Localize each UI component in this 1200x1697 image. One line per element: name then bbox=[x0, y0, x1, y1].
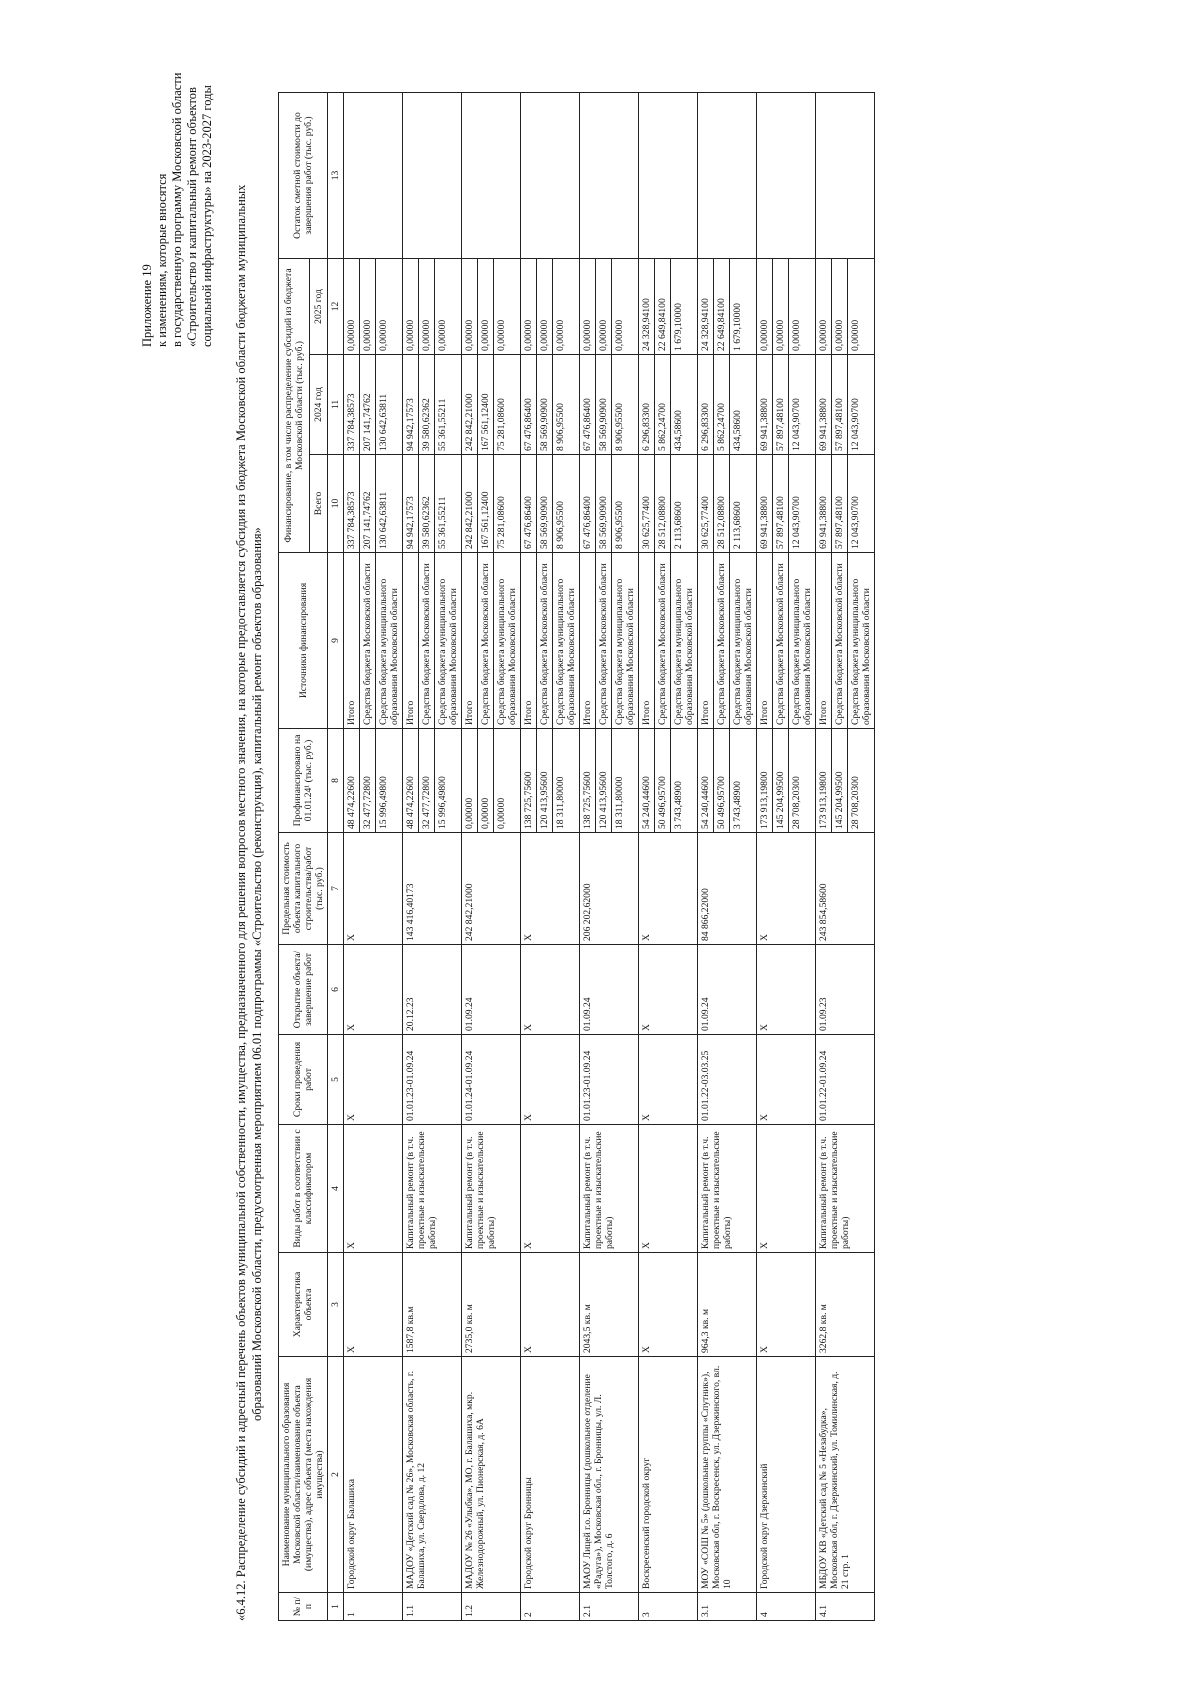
funding-source: Средства бюджета муниципального образования Московской области bbox=[494, 553, 521, 729]
appendix-line: в государственную программу Московской области bbox=[170, 72, 184, 347]
funded-amount: 54 240,44600 bbox=[639, 729, 655, 833]
opening-date: 01.09.24 bbox=[580, 945, 639, 1035]
max-cost: 143 416,40173 bbox=[403, 833, 462, 945]
total-amount: 58 569,90900 bbox=[537, 455, 553, 553]
funding-source: Средства бюджета Московской области bbox=[832, 553, 848, 729]
funding-source: Средства бюджета Московской области bbox=[773, 553, 789, 729]
work-period: 01.01.24-01.09.24 bbox=[462, 1035, 521, 1125]
amount-2025: 0,00000 bbox=[789, 258, 816, 354]
funding-source: Средства бюджета Московской области bbox=[419, 553, 435, 729]
amount-2024: 39 580,62362 bbox=[419, 355, 435, 455]
work-period: 01.01.22-01.09.24 bbox=[816, 1035, 875, 1125]
funded-amount: 18 311,80000 bbox=[612, 729, 639, 833]
amount-2025: 0,00000 bbox=[612, 258, 639, 354]
work-period: 01.01.23-01.09.24 bbox=[580, 1035, 639, 1125]
funding-source: Средства бюджета муниципального образования Московской области bbox=[612, 553, 639, 729]
total-amount: 28 512,08800 bbox=[655, 455, 671, 553]
amount-2025: 0,00000 bbox=[773, 258, 789, 354]
amount-2025: 0,00000 bbox=[478, 258, 494, 354]
column-number-cell: 1 bbox=[328, 1593, 344, 1621]
total-amount: 75 281,08600 bbox=[494, 455, 521, 553]
opening-date: 20.12.23 bbox=[403, 945, 462, 1035]
amount-2024: 167 561,12400 bbox=[478, 355, 494, 455]
total-amount: 130 642,63811 bbox=[376, 455, 403, 553]
amount-2025: 0,00000 bbox=[494, 258, 521, 354]
remaining-cost bbox=[580, 92, 639, 258]
amount-2025: 0,00000 bbox=[344, 258, 360, 354]
max-cost: 84 866,22000 bbox=[698, 833, 757, 945]
amount-2024: 67 476,86400 bbox=[521, 355, 537, 455]
amount-2025: 1 679,10000 bbox=[730, 258, 757, 354]
funded-amount: 32 477,72800 bbox=[419, 729, 435, 833]
column-number-cell: 4 bbox=[328, 1125, 344, 1253]
amount-2024: 207 141,74762 bbox=[360, 355, 376, 455]
column-number-cell: 8 bbox=[328, 729, 344, 833]
work-period: 01.01.22-03.03.25 bbox=[698, 1035, 757, 1125]
amount-2024: 6 296,83300 bbox=[639, 355, 655, 455]
header-cell: Всего bbox=[309, 455, 327, 553]
work-type: Х bbox=[344, 1125, 403, 1253]
amount-2024: 57 897,48100 bbox=[773, 355, 789, 455]
total-amount: 55 361,55211 bbox=[435, 455, 462, 553]
amount-2024: 434,58600 bbox=[671, 355, 698, 455]
header-cell: № п/п bbox=[279, 1593, 328, 1621]
header-cell: Источники финансирования bbox=[279, 553, 328, 729]
amount-2025: 0,00000 bbox=[553, 258, 580, 354]
total-amount: 2 113,68600 bbox=[671, 455, 698, 553]
funded-amount: 138 725,75600 bbox=[580, 729, 596, 833]
amount-2025: 22 649,84100 bbox=[714, 258, 730, 354]
header-cell: Остаток сметной стоимости до завершения работ (тыс. руб.) bbox=[279, 92, 328, 258]
funding-source: Средства бюджета муниципального образования Московской области bbox=[376, 553, 403, 729]
opening-date: Х bbox=[344, 945, 403, 1035]
table-row bbox=[521, 92, 537, 1620]
object-characteristic: 3262,8 кв. м bbox=[816, 1253, 875, 1357]
amount-2024: 75 281,08600 bbox=[494, 355, 521, 455]
header-cell: Профинансировано на 01.01.24¹ (тыс. руб.) bbox=[279, 729, 328, 833]
amount-2024: 55 361,55211 bbox=[435, 355, 462, 455]
amount-2025: 0,00000 bbox=[403, 258, 419, 354]
funded-amount: 50 496,95700 bbox=[714, 729, 730, 833]
work-type: Капитальный ремонт (в т.ч. проектные и изыскательские работы) bbox=[403, 1125, 462, 1253]
funded-amount: 138 725,75600 bbox=[521, 729, 537, 833]
object-name: Воскресенский городской округ bbox=[639, 1357, 698, 1593]
amount-2024: 67 476,86400 bbox=[580, 355, 596, 455]
amount-2024: 8 906,95500 bbox=[553, 355, 580, 455]
funding-source: Итого bbox=[816, 553, 832, 729]
amount-2025: 0,00000 bbox=[376, 258, 403, 354]
object-name: Городской округ Балашиха bbox=[344, 1357, 403, 1593]
opening-date: 01.09.23 bbox=[816, 945, 875, 1035]
max-cost: Х bbox=[344, 833, 403, 945]
table-row bbox=[757, 92, 773, 1620]
header-cell: Финансирование, в том числе распределение субсидий из бюджета Московской области (тыс. руб.) bbox=[279, 258, 310, 552]
funded-amount: 48 474,22600 bbox=[344, 729, 360, 833]
max-cost: Х bbox=[757, 833, 816, 945]
appendix-line: к изменениям, которые вносятся bbox=[155, 173, 169, 347]
opening-date: Х bbox=[521, 945, 580, 1035]
amount-2024: 5 862,24700 bbox=[714, 355, 730, 455]
row-number: 4.1 bbox=[816, 1593, 875, 1621]
remaining-cost bbox=[344, 92, 403, 258]
total-amount: 30 625,77400 bbox=[698, 455, 714, 553]
amount-2024: 69 941,38800 bbox=[816, 355, 832, 455]
header-cell: 2025 год bbox=[309, 258, 327, 354]
total-amount: 67 476,86400 bbox=[580, 455, 596, 553]
total-amount: 30 625,77400 bbox=[639, 455, 655, 553]
row-number: 1 bbox=[344, 1593, 403, 1621]
column-number-cell: 6 bbox=[328, 945, 344, 1035]
table-row bbox=[816, 92, 832, 1620]
column-number-cell: 10 bbox=[328, 455, 344, 553]
amount-2025: 24 328,94100 bbox=[639, 258, 655, 354]
total-amount: 69 941,38800 bbox=[816, 455, 832, 553]
remaining-cost bbox=[403, 92, 462, 258]
amount-2024: 12 043,90700 bbox=[848, 355, 875, 455]
funding-source: Средства бюджета Московской области bbox=[714, 553, 730, 729]
work-type: Капитальный ремонт (в т.ч. проектные и изыскательские работы) bbox=[698, 1125, 757, 1253]
table-body bbox=[344, 92, 875, 1620]
amount-2025: 0,00000 bbox=[596, 258, 612, 354]
heading-line: «6.4.12. Распределение субсидий и адресный перечень объектов муниципальной собственности, имущества, предназначенного для решения вопросов местного значения, на которые предоставляется субсидия из бюджета Московской области бюджетам муниципальных bbox=[234, 184, 248, 1621]
funding-source: Средства бюджета муниципального образования Московской области bbox=[730, 553, 757, 729]
funded-amount: 15 996,49800 bbox=[435, 729, 462, 833]
funded-amount: 120 413,95600 bbox=[537, 729, 553, 833]
funding-source: Средства бюджета Московской области bbox=[596, 553, 612, 729]
amount-2024: 6 296,83300 bbox=[698, 355, 714, 455]
heading-line: образований Московской области, предусмотренная мероприятием 06.01 подпрограммы «Строительство (реконструкция), капитальный ремонт объектов образования» bbox=[250, 527, 264, 1421]
work-type: Капитальный ремонт (в т.ч. проектные и изыскательские работы) bbox=[580, 1125, 639, 1253]
column-number-cell: 13 bbox=[328, 92, 344, 258]
amount-2025: 0,00000 bbox=[537, 258, 553, 354]
funding-source: Средства бюджета Московской области bbox=[478, 553, 494, 729]
work-type: Х bbox=[521, 1125, 580, 1253]
max-cost: 206 202,62000 bbox=[580, 833, 639, 945]
total-amount: 67 476,86400 bbox=[521, 455, 537, 553]
row-number: 1.2 bbox=[462, 1593, 521, 1621]
funded-amount: 54 240,44600 bbox=[698, 729, 714, 833]
object-characteristic: Х bbox=[757, 1253, 816, 1357]
row-number: 4 bbox=[757, 1593, 816, 1621]
column-number-cell: 3 bbox=[328, 1253, 344, 1357]
funded-amount: 48 474,22600 bbox=[403, 729, 419, 833]
work-period: 01.01.23-01.09.24 bbox=[403, 1035, 462, 1125]
funding-source: Итого bbox=[462, 553, 478, 729]
funded-amount: 173 913,19800 bbox=[816, 729, 832, 833]
total-amount: 8 906,95500 bbox=[553, 455, 580, 553]
amount-2025: 0,00000 bbox=[757, 258, 773, 354]
object-characteristic: Х bbox=[639, 1253, 698, 1357]
funding-source: Средства бюджета муниципального образования Московской области bbox=[671, 553, 698, 729]
object-characteristic: 964,3 кв. м bbox=[698, 1253, 757, 1357]
funding-source: Средства бюджета муниципального образования Московской области bbox=[553, 553, 580, 729]
funded-amount: 18 311,80000 bbox=[553, 729, 580, 833]
remaining-cost bbox=[462, 92, 521, 258]
row-number: 1.1 bbox=[403, 1593, 462, 1621]
amount-2025: 0,00000 bbox=[435, 258, 462, 354]
work-period: Х bbox=[757, 1035, 816, 1125]
funding-source: Средства бюджета Московской области bbox=[537, 553, 553, 729]
amount-2024: 94 942,17573 bbox=[403, 355, 419, 455]
funded-amount: 50 496,95700 bbox=[655, 729, 671, 833]
row-number: 2.1 bbox=[580, 1593, 639, 1621]
total-amount: 242 842,21000 bbox=[462, 455, 478, 553]
header-cell: Предельная стоимость объекта капитального строительства/работ (тыс. руб.) bbox=[279, 833, 328, 945]
work-type: Капитальный ремонт (в т.ч. проектные и изыскательские работы) bbox=[816, 1125, 875, 1253]
amount-2025: 0,00000 bbox=[848, 258, 875, 354]
funded-amount: 120 413,95600 bbox=[596, 729, 612, 833]
funded-amount: 3 743,48900 bbox=[671, 729, 698, 833]
work-period: Х bbox=[639, 1035, 698, 1125]
funded-amount: 173 913,19800 bbox=[757, 729, 773, 833]
amount-2024: 130 642,63811 bbox=[376, 355, 403, 455]
object-characteristic: 2043,5 кв. м bbox=[580, 1253, 639, 1357]
amount-2024: 8 906,95500 bbox=[612, 355, 639, 455]
total-amount: 94 942,17573 bbox=[403, 455, 419, 553]
funding-source: Итого bbox=[344, 553, 360, 729]
funding-source: Средства бюджета муниципального образования Московской области bbox=[789, 553, 816, 729]
max-cost: 243 854,58600 bbox=[816, 833, 875, 945]
table-row bbox=[344, 92, 360, 1620]
column-number-cell: 7 bbox=[328, 833, 344, 945]
funded-amount: 145 204,99500 bbox=[832, 729, 848, 833]
opening-date: 01.09.24 bbox=[462, 945, 521, 1035]
column-number-cell: 5 bbox=[328, 1035, 344, 1125]
funded-amount: 28 708,20300 bbox=[848, 729, 875, 833]
document-heading bbox=[233, 141, 265, 1621]
total-amount: 57 897,48100 bbox=[773, 455, 789, 553]
table-row bbox=[698, 92, 714, 1620]
object-name: МАОУ Лицей г.о. Бронницы (дошкольное отделение «Радуга»), Московская обл., г. Бронницы, ул. Л. Толстого, д. 6 bbox=[580, 1357, 639, 1593]
object-name: МАДОУ «Детский сад № 26», Московская область, г. Балашиха, ул. Свердлова, д. 12 bbox=[403, 1357, 462, 1593]
header-cell: Наименование муниципального образования Московской области/наименование объекта (имущества), адрес объекта (места нахождения имущества) bbox=[279, 1357, 328, 1593]
appendix-note bbox=[140, 73, 215, 347]
object-characteristic: 1587,8 кв.м bbox=[403, 1253, 462, 1357]
object-characteristic: Х bbox=[521, 1253, 580, 1357]
amount-2025: 1 679,10000 bbox=[671, 258, 698, 354]
funding-source: Итого bbox=[698, 553, 714, 729]
total-amount: 337 784,38573 bbox=[344, 455, 360, 553]
work-type: Капитальный ремонт (в т.ч. проектные и изыскательские работы) bbox=[462, 1125, 521, 1253]
total-amount: 167 561,12400 bbox=[478, 455, 494, 553]
total-amount: 8 906,95500 bbox=[612, 455, 639, 553]
funded-amount: 0,00000 bbox=[478, 729, 494, 833]
max-cost: Х bbox=[639, 833, 698, 945]
max-cost: 242 842,21000 bbox=[462, 833, 521, 945]
column-number-cell: 2 bbox=[328, 1357, 344, 1593]
object-characteristic: 2735,0 кв. м bbox=[462, 1253, 521, 1357]
column-number-cell: 12 bbox=[328, 258, 344, 354]
work-period: Х bbox=[344, 1035, 403, 1125]
total-amount: 58 569,90900 bbox=[596, 455, 612, 553]
row-number: 3.1 bbox=[698, 1593, 757, 1621]
work-period: Х bbox=[521, 1035, 580, 1125]
amount-2025: 0,00000 bbox=[521, 258, 537, 354]
column-number-cell: 11 bbox=[328, 355, 344, 455]
funding-source: Средства бюджета муниципального образования Московской области bbox=[848, 553, 875, 729]
header-cell: Характеристика объекта bbox=[279, 1253, 328, 1357]
funded-amount: 0,00000 bbox=[462, 729, 478, 833]
funding-source: Итого bbox=[757, 553, 773, 729]
amount-2025: 0,00000 bbox=[360, 258, 376, 354]
amount-2024: 337 784,38573 bbox=[344, 355, 360, 455]
opening-date: Х bbox=[639, 945, 698, 1035]
amount-2025: 24 328,94100 bbox=[698, 258, 714, 354]
funding-source: Средства бюджета муниципального образования Московской области bbox=[435, 553, 462, 729]
remaining-cost bbox=[757, 92, 816, 258]
total-amount: 69 941,38800 bbox=[757, 455, 773, 553]
funding-source: Средства бюджета Московской области bbox=[655, 553, 671, 729]
amount-2024: 69 941,38800 bbox=[757, 355, 773, 455]
work-type: Х bbox=[757, 1125, 816, 1253]
object-name: Городской округ Дзержинский bbox=[757, 1357, 816, 1593]
remaining-cost bbox=[521, 92, 580, 258]
amount-2024: 58 569,90900 bbox=[596, 355, 612, 455]
header-cell: Открытие объекта/ завершение работ bbox=[279, 945, 328, 1035]
object-name: МБДОУ КВ «Детский сад № 5 «Незабудка», Московская обл, г. Дзержинский, ул. Томилинская, д. 21 стр. 1 bbox=[816, 1357, 875, 1593]
opening-date: 01.09.24 bbox=[698, 945, 757, 1035]
total-amount: 57 897,48100 bbox=[832, 455, 848, 553]
total-amount: 12 043,90700 bbox=[789, 455, 816, 553]
total-amount: 12 043,90700 bbox=[848, 455, 875, 553]
max-cost: Х bbox=[521, 833, 580, 945]
amount-2024: 242 842,21000 bbox=[462, 355, 478, 455]
amount-2025: 0,00000 bbox=[580, 258, 596, 354]
table-row bbox=[639, 92, 655, 1620]
header-cell: Сроки проведения работ bbox=[279, 1035, 328, 1125]
amount-2024: 5 862,24700 bbox=[655, 355, 671, 455]
object-name: Городской округ Бронницы bbox=[521, 1357, 580, 1593]
amount-2025: 0,00000 bbox=[462, 258, 478, 354]
amount-2024: 58 569,90900 bbox=[537, 355, 553, 455]
column-number-cell: 9 bbox=[328, 553, 344, 729]
work-type: Х bbox=[639, 1125, 698, 1253]
amount-2024: 57 897,48100 bbox=[832, 355, 848, 455]
remaining-cost bbox=[698, 92, 757, 258]
funded-amount: 145 204,99500 bbox=[773, 729, 789, 833]
amount-2025: 0,00000 bbox=[419, 258, 435, 354]
funding-source: Итого bbox=[521, 553, 537, 729]
opening-date: Х bbox=[757, 945, 816, 1035]
total-amount: 207 141,74762 bbox=[360, 455, 376, 553]
subsidy-table bbox=[278, 92, 875, 1621]
table-row bbox=[580, 92, 596, 1620]
total-amount: 28 512,08800 bbox=[714, 455, 730, 553]
table-row bbox=[462, 92, 478, 1620]
funding-source: Итого bbox=[639, 553, 655, 729]
remaining-cost bbox=[639, 92, 698, 258]
appendix-line: «Строительство и капитальный ремонт объектов bbox=[185, 87, 199, 347]
remaining-cost bbox=[816, 92, 875, 258]
column-number-row bbox=[328, 92, 344, 1620]
funded-amount: 32 477,72800 bbox=[360, 729, 376, 833]
funding-source: Итого bbox=[403, 553, 419, 729]
appendix-line: Приложение 19 bbox=[140, 264, 154, 347]
header-cell: Виды работ в соответствии с классификатором bbox=[279, 1125, 328, 1253]
amount-2025: 0,00000 bbox=[816, 258, 832, 354]
table-row bbox=[403, 92, 419, 1620]
object-characteristic: Х bbox=[344, 1253, 403, 1357]
object-name: МОУ «СОШ № 5» (дошкольные группы «Спутник»), Московская обл, г. Воскресенск, ул. Дзержинского, вл. 10 bbox=[698, 1357, 757, 1593]
total-amount: 39 580,62362 bbox=[419, 455, 435, 553]
funded-amount: 28 708,20300 bbox=[789, 729, 816, 833]
amount-2024: 434,58600 bbox=[730, 355, 757, 455]
header-cell: 2024 год bbox=[309, 355, 327, 455]
appendix-line: социальной инфраструктуры» на 2023-2027 годы bbox=[200, 85, 214, 347]
row-number: 2 bbox=[521, 1593, 580, 1621]
object-name: МАДОУ № 26 «Улыбка», МО, г. Балашиха, мкр. Железнодорожный, ул. Пионерская, д. 6А bbox=[462, 1357, 521, 1593]
funded-amount: 15 996,49800 bbox=[376, 729, 403, 833]
funding-source: Средства бюджета Московской области bbox=[360, 553, 376, 729]
amount-2025: 0,00000 bbox=[832, 258, 848, 354]
total-amount: 2 113,68600 bbox=[730, 455, 757, 553]
funded-amount: 0,00000 bbox=[494, 729, 521, 833]
funded-amount: 3 743,48900 bbox=[730, 729, 757, 833]
amount-2025: 22 649,84100 bbox=[655, 258, 671, 354]
amount-2024: 12 043,90700 bbox=[789, 355, 816, 455]
funding-source: Итого bbox=[580, 553, 596, 729]
row-number: 3 bbox=[639, 1593, 698, 1621]
